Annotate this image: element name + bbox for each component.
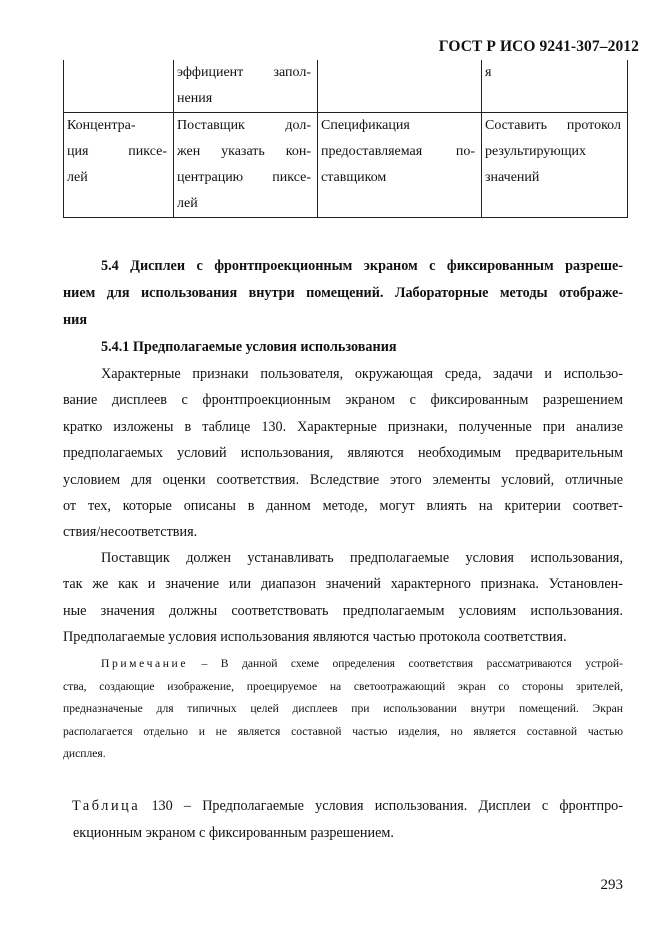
paragraph-line: предполагаемых условий использования, являются необходимым предварительным <box>63 445 623 462</box>
note-line: ства, создающие изображение, проецируемое на светоотражающий экран со стороны зрителей, <box>63 679 623 693</box>
paragraph-line: Характерные признаки пользователя, окружающая среда, задачи и использо- <box>101 366 623 382</box>
cell-line: предоставляемая по- <box>321 144 475 159</box>
section-heading-line: 5.4 Дисплеи с фронтпроекционным экраном с фиксированным разреше- <box>101 258 623 274</box>
section-5-4-1-heading <box>63 334 623 361</box>
paragraph-2 <box>63 545 623 651</box>
cell-line <box>321 60 475 86</box>
continued-table <box>63 60 628 218</box>
section-5-4-heading <box>63 253 623 334</box>
note-text: – В данной схеме определения соответствия рассматриваются устрой- <box>188 657 623 670</box>
cell-line: результирующих <box>485 144 587 159</box>
paragraph-line: вание дисплеев с фронтпроекционным экраном с фиксированным разрешением <box>63 392 623 409</box>
table-caption <box>63 793 623 847</box>
table-cell <box>64 60 174 113</box>
table-cell <box>174 113 318 218</box>
subsection-title: 5.4.1 Предполагаемые условия использования <box>101 339 397 355</box>
table-label: Таблица <box>72 798 141 814</box>
table-cell <box>482 113 628 218</box>
caption-text-line2: екционным экраном с фиксированным разрешением. <box>73 825 394 841</box>
table-row <box>64 113 628 218</box>
note-line: располагается отдельно и не является составной частью изделия, но является составной частью <box>63 724 623 738</box>
document-header: ГОСТ Р ИСО 9241-307–2012 <box>438 38 639 55</box>
paragraph-line: условием для оценки соответствия. Вследствие этого элементы условий, отличные <box>63 471 623 488</box>
cell-line: Составить протокол <box>485 118 621 133</box>
paragraph-line: от тех, которые описаны в данном методе, могут влиять на критерии соответ- <box>63 498 623 515</box>
paragraph-line: кратко изложены в таблице 130. Характерные признаки, полученные при анализе <box>63 418 623 435</box>
cell-line: Концентра- <box>67 118 136 133</box>
cell-line: нения <box>177 91 213 106</box>
section-heading-line: нием для использования внутри помещений. Лабораторные методы отображе- <box>63 285 623 301</box>
table-cell <box>318 60 482 113</box>
paragraph-1 <box>63 361 623 546</box>
table-cell <box>174 60 318 113</box>
page-number: 293 <box>600 877 623 893</box>
cell-line: ция пиксе- <box>67 144 167 159</box>
note-line: предназначеные для типичных целей дисплеев при использовании внутри помещений. Экран <box>63 702 623 716</box>
cell-line: я <box>485 65 492 80</box>
table-row <box>64 60 628 113</box>
cell-line: Спецификация <box>321 118 410 133</box>
cell-line: центрацию пиксе- <box>177 170 311 185</box>
table-cell <box>64 113 174 218</box>
cell-line <box>67 60 167 86</box>
section-heading-line: ния <box>63 312 88 328</box>
note-line: дисплея. <box>63 747 106 761</box>
paragraph-line: Поставщик должен устанавливать предполагаемые условия использования, <box>101 550 623 566</box>
paragraph-line: ные значения должны соответствовать предполагаемым условиям использования. <box>63 602 623 619</box>
paragraph-line: так же как и значение или диапазон значений характерного признака. Установлен- <box>63 576 623 593</box>
note-label: Примечание <box>101 657 189 670</box>
cell-line: жен указать кон- <box>177 144 311 159</box>
cell-line: значений <box>485 170 540 185</box>
cell-line: лей <box>177 196 198 211</box>
cell-line: Поставщик дол- <box>177 118 311 133</box>
caption-text: 130 – Предполагаемые условия использования. Дисплеи с фронтпро- <box>140 798 623 814</box>
table-cell <box>482 60 628 113</box>
table-cell <box>318 113 482 218</box>
cell-line: ставщиком <box>321 170 387 185</box>
cell-line: эффициент запол- <box>177 65 311 80</box>
paragraph-line: ствия/несоответствия. <box>63 524 198 541</box>
paragraph-line: Предполагаемые условия использования являются частью протокола соответствия. <box>63 629 567 646</box>
cell-line: лей <box>67 170 88 185</box>
note-block <box>63 653 623 766</box>
